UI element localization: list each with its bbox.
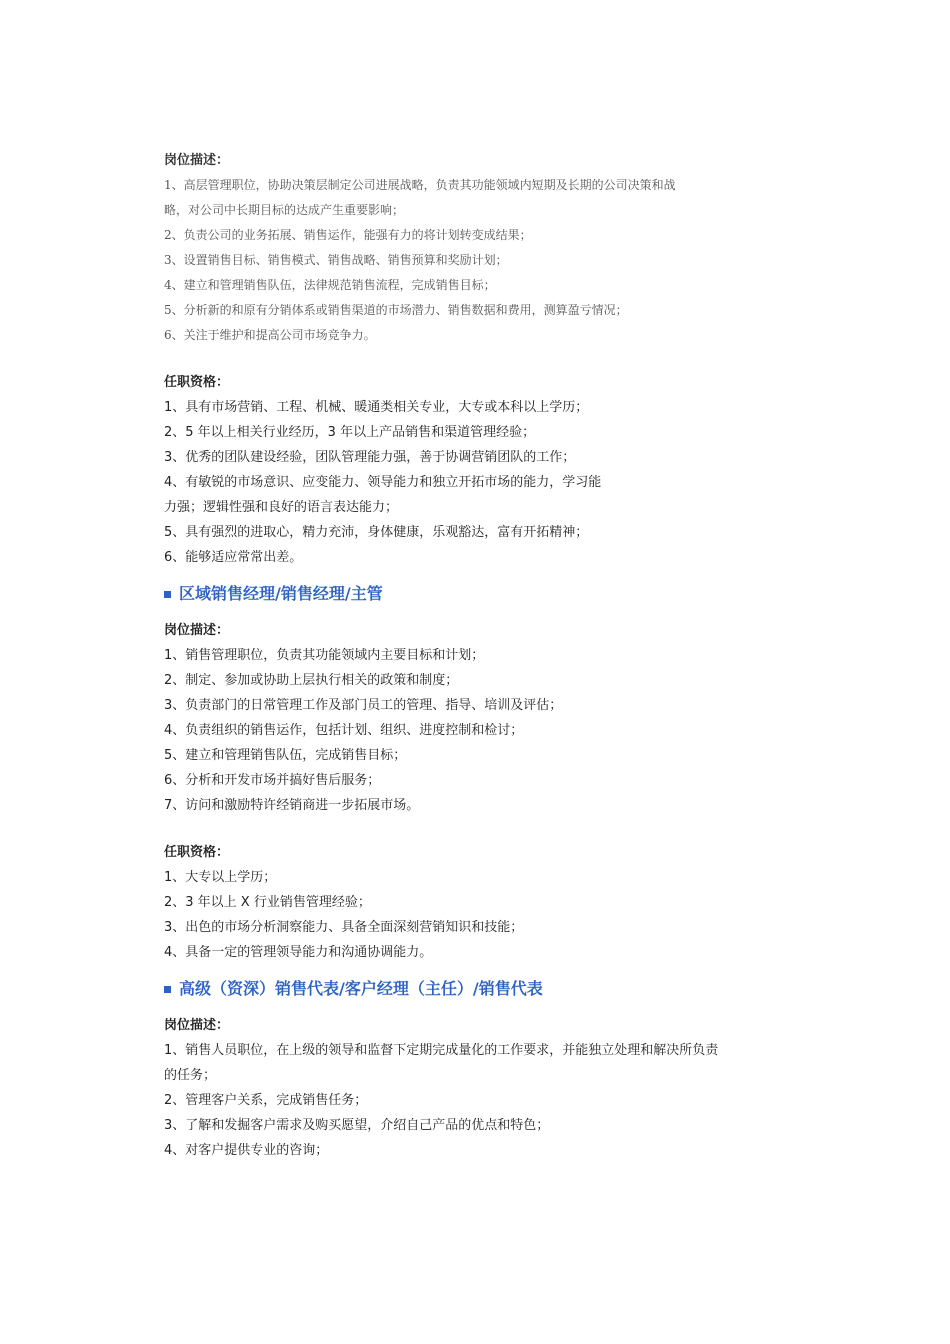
list-item: 7、访问和激励特许经销商进一步拓展市场。 (164, 798, 420, 813)
section-title: 高级（资深）销售代表/客户经理（主任）/销售代表 (179, 979, 543, 998)
list-item: 3、负责部门的日常管理工作及部门员工的管理、指导、培训及评估； (164, 698, 563, 713)
list-item: 力强；逻辑性强和良好的语言表达能力； (164, 500, 399, 515)
qualifications-label: 任职资格： (164, 845, 230, 860)
list-item: 6、关注于维护和提高公司市场竞争力。 (164, 328, 376, 342)
list-item: 3、优秀的团队建设经验，团队管理能力强，善于协调营销团队的工作； (164, 450, 576, 465)
spacer (164, 818, 784, 840)
block1-qualifications (164, 370, 784, 570)
document-page (164, 148, 784, 1163)
list-item: 6、能够适应常常出差。 (164, 550, 303, 565)
list-item: 4、有敏锐的市场意识、应变能力、领导能力和独立开拓市场的能力，学习能 (164, 475, 602, 490)
description-label: 岗位描述： (164, 623, 230, 638)
list-item: 4、具备一定的管理领导能力和沟通协调能力。 (164, 945, 433, 960)
section-title: 区域销售经理/销售经理/主管 (179, 584, 383, 603)
list-item: 5、具有强烈的进取心，精力充沛，身体健康，乐观豁达，富有开拓精神； (164, 525, 589, 540)
square-bullet-icon (164, 986, 171, 993)
list-item: 4、负责组织的销售运作，包括计划、组织、进度控制和检讨； (164, 723, 524, 738)
list-item: 4、建立和管理销售队伍，法律规范销售流程，完成销售目标； (164, 278, 496, 292)
spacer (164, 348, 784, 370)
list-item: 2、制定、参加或协助上层执行相关的政策和制度； (164, 673, 459, 688)
list-item: 4、对客户提供专业的咨询； (164, 1143, 329, 1158)
section2-qualifications (164, 840, 784, 965)
list-item: 6、分析和开发市场并搞好售后服务； (164, 773, 381, 788)
section-heading (164, 570, 784, 618)
list-item: 1、销售人员职位，在上级的领导和监督下定期完成量化的工作要求，并能独立处理和解决所负责 (164, 1043, 719, 1058)
list-item: 的任务； (164, 1068, 217, 1083)
section2-description (164, 618, 784, 818)
list-item: 2、负责公司的业务拓展、销售运作，能强有力的将计划转变成结果； (164, 228, 532, 242)
list-item: 3、设置销售目标、销售模式、销售战略、销售预算和奖励计划； (164, 253, 508, 267)
list-item: 1、具有市场营销、工程、机械、暖通类相关专业，大专或本科以上学历； (164, 400, 589, 415)
list-item: 3、出色的市场分析洞察能力、具备全面深刻营销知识和技能； (164, 920, 524, 935)
description-label: 岗位描述： (164, 153, 230, 168)
list-item: 3、了解和发掘客户需求及购买愿望，介绍自己产品的优点和特色； (164, 1118, 550, 1133)
list-item: 2、3 年以上 X 行业销售管理经验； (164, 895, 371, 910)
list-item: 1、大专以上学历； (164, 870, 277, 885)
section-heading (164, 965, 784, 1013)
qualifications-label: 任职资格： (164, 375, 230, 390)
list-item: 5、建立和管理销售队伍，完成销售目标； (164, 748, 407, 763)
list-item: 5、分析新的和原有分销体系或销售渠道的市场潜力、销售数据和费用，测算盈亏情况； (164, 303, 628, 317)
description-label: 岗位描述： (164, 1018, 230, 1033)
list-item: 1、高层管理职位，协助决策层制定公司进展战略，负责其功能领域内短期及长期的公司决策和战 (164, 178, 676, 192)
list-item: 2、5 年以上相关行业经历，3 年以上产品销售和渠道管理经验； (164, 425, 536, 440)
block1-description (164, 148, 784, 348)
list-item: 2、管理客户关系，完成销售任务； (164, 1093, 368, 1108)
section3-description (164, 1013, 784, 1163)
list-item: 略，对公司中长期目标的达成产生重要影响； (164, 203, 405, 217)
list-item: 1、销售管理职位，负责其功能领域内主要目标和计划； (164, 648, 485, 663)
square-bullet-icon (164, 591, 171, 598)
